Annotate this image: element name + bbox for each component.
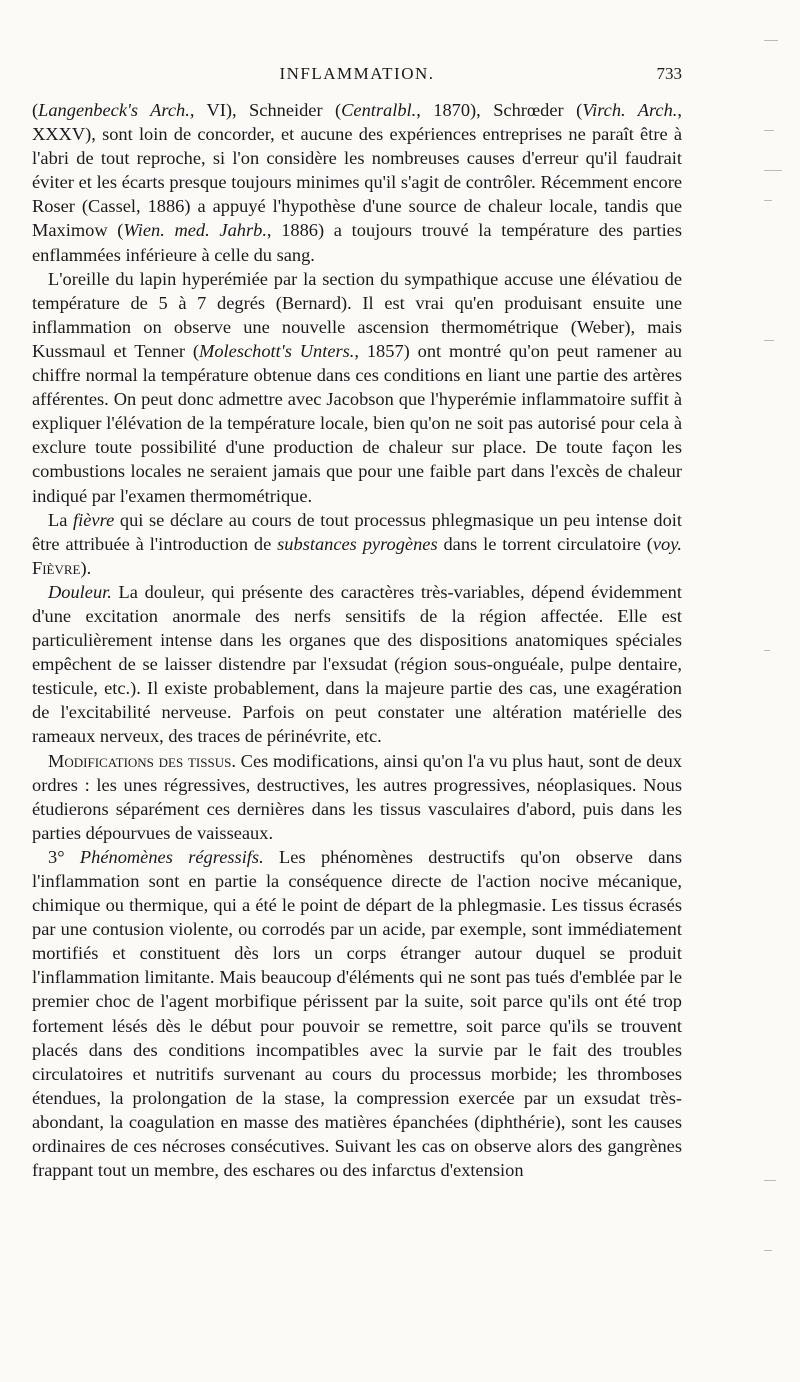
text-segment: qui se déclare au cours de tout processus phlegmasique un peu intense doit être attribuée à l'introduction de [32,509,682,554]
text-segment: Moleschott's Unters. [199,340,355,361]
text-segment: dans le torrent circulatoire ( [437,533,653,554]
running-title: INFLAMMATION. [279,64,435,83]
text-segment: Virch. Arch. [582,100,678,120]
text-segment: , XXXV), sont loin de concorder, et aucune des expériences entreprises ne paraît être à l'abri de tout reproche, si l'on considère les nombreuses causes d'erreur qu'il faudrait éviter et les écarts presque toujours minimes qu'il s'agit de contrôler. Récemment encore Roser (Cassel, 1886) a appuyé l'hypothèse d'une source de chaleur locale, tandis que Maximow ( [32,100,682,241]
book-page [32,64,682,1182]
body-text [32,98,682,1182]
paragraph-p3 [32,508,682,580]
text-segment: Les phénomènes destructifs qu'on observe dans l'inflammation sont en partie la conséquence directe de l'action nocive mécanique, chimique ou thermique, qui a été le point de départ de la phlegmasie. Les tissus écrasés par une contusion violente, ou corrodés par un acide, par exemple, sont immédiatement mortifiés et constituent dès lors un corps étranger autour duquel se produit l'inflammation limitante. Mais beaucoup d'éléments qui ne sont pas tués d'emblée par le premier choc de l'agent morbifique périssent par la suite, soit parce qu'ils ont été trop fortement lésés dès le début pour pouvoir se remettre, soit parce qu'ils se trouvent placés dans des conditions incompatibles avec la survie par le fait des troubles circulatoires et nutritifs survenant au cours du processus morbide; les thromboses étendues, la prolongation de la stase, la compression exercée par un exsudat très-abondant, la coagulation en masse des matières épanchées (diphthérie), sont les causes ordinaires de ces nécroses consécutives. Suivant les cas on observe alors des gangrènes frappant tout un membre, des eschares ou des infarctus d'extension [32,846,682,1181]
text-segment: Wien. med. Jahrb. [123,220,267,241]
text-segment: voy. [652,533,682,554]
text-segment: 3° [48,846,80,867]
text-segment: Fièvre [32,557,81,578]
page-number: 733 [656,64,682,83]
text-segment: , 1886) a toujours trouvé la température des parties enflammées inférieure à celle du sang. [32,220,682,265]
text-segment: fièvre [73,509,115,530]
text-segment: Langenbeck's Arch. [38,100,190,120]
text-segment: L'oreille du lapin hyperémiée par la section du sympathique accuse une élévatiou de température de 5 à 7 degrés (Bernard). Il est vrai qu'en produisant ensuite une inflammation on observe une nouvelle ascension thermométrique (Weber), mais Kussmaul et Tenner ( [32,268,682,361]
text-segment: , 1870), Schrœder ( [416,100,583,120]
text-segment: Modifications des tissus. [48,750,236,771]
text-segment: Centralbl. [341,100,417,120]
running-header [32,64,682,98]
paragraph-p1 [32,98,682,267]
text-segment: ). [80,557,92,578]
text-segment: Douleur. [48,581,112,602]
text-segment: Phénomènes régressifs. [79,846,264,867]
paragraph-p4 [32,580,682,749]
text-segment: substances pyrogènes [277,533,438,554]
paragraph-p6 [32,845,682,1182]
text-segment: , 1857) ont montré qu'on peut ramener au chiffre normal la température obtenue dans ces conditions en liant une partie des artères afférentes. On peut donc admettre avec Jacobson que l'hyperémie inflammatoire suffit à expliquer l'élévation de la température locale, bien qu'on ne soit pas autorisé pour cela à exclure toute possibilité d'une production de chaleur sur place. De toute façon les combustions locales ne seraient jamais que pour une faible part dans l'excès de chaleur indiqué par l'examen thermométrique. [32,340,682,506]
margin-scan-marks [764,40,794,1340]
text-segment: La [48,509,74,530]
text-segment: , VI), Schneider ( [189,100,342,120]
text-segment: ( [32,100,39,120]
paragraph-p2 [32,267,682,508]
text-segment: La douleur, qui présente des caractères très-variables, dépend évidemment d'une excitation anormale des nerfs sensitifs de la région affectée. Elle est particulièrement intense dans les organes que des dispositions anatomiques spéciales empêchent de se laisser distendre par l'exsudat (région sous-onguéale, pulpe dentaire, testicule, etc.). Il existe probablement, dans la majeure partie des cas, une exagération de l'excitabilité nerveuse. Parfois on peut constater une altération matérielle des rameaux nerveux, des traces de périnévrite, etc. [32,581,682,747]
text-segment: Ces modifications, ainsi qu'on l'a vu plus haut, sont de deux ordres : les unes régressives, destructives, les autres progressives, néoplasiques. Nous étudierons séparément ces dernières dans les tissus vasculaires d'abord, puis dans les parties dépourvues de vaisseaux. [32,750,682,843]
paragraph-p5 [32,749,682,845]
